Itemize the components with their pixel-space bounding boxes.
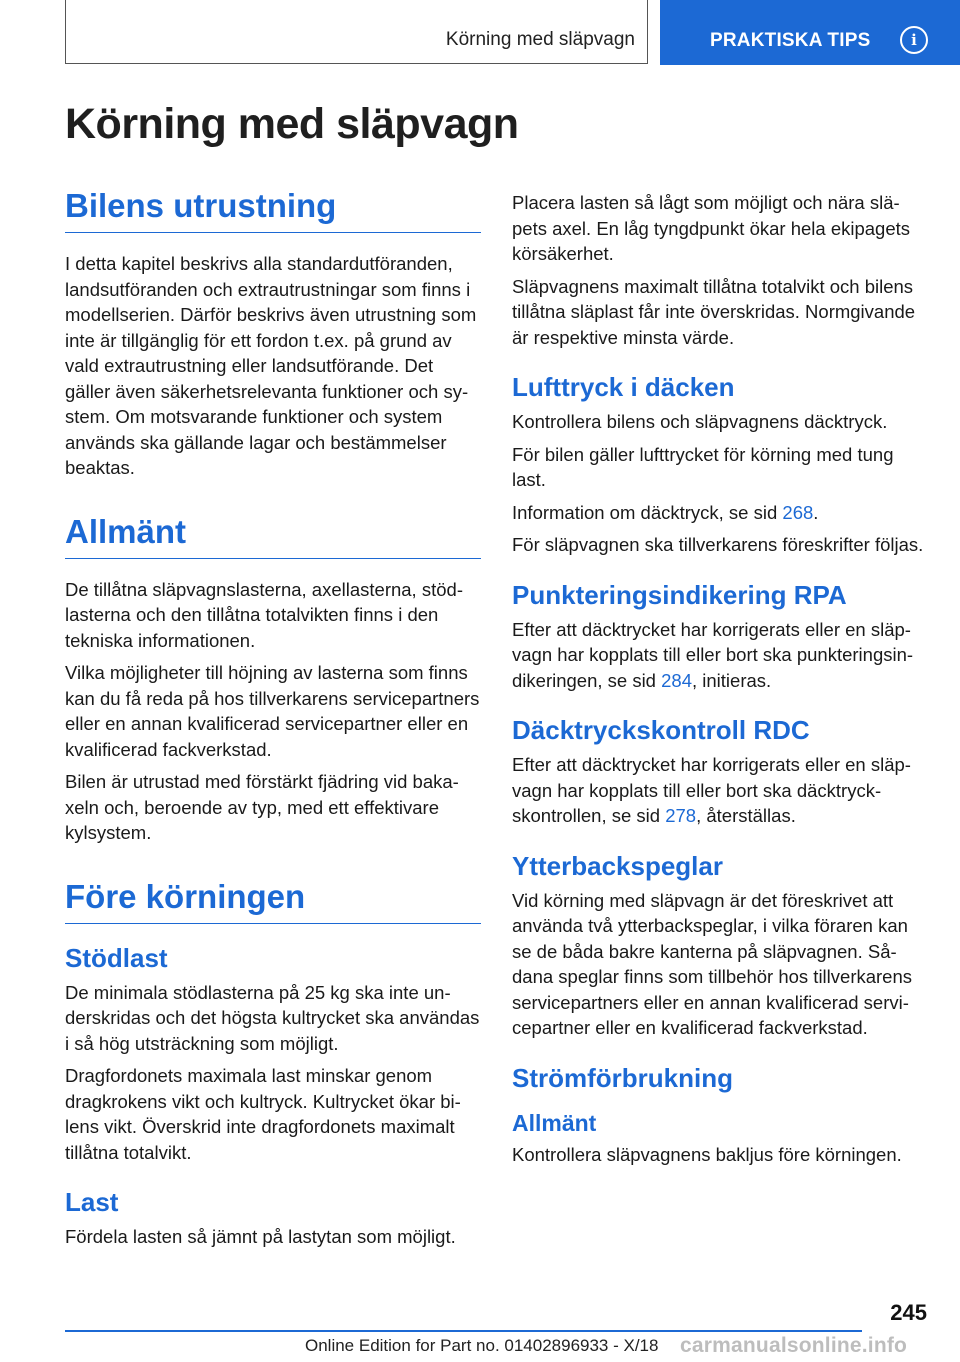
header-section-title: Körning med släpvagn: [445, 29, 635, 50]
heading-load: Last: [65, 1187, 119, 1217]
heading-before-driving: Före körningen: [65, 877, 481, 924]
right-column: [512, 190, 928, 1174]
rdc-text-end: , återställas.: [696, 805, 796, 826]
heading-power-general: Allmänt: [512, 1109, 597, 1136]
left-column: [65, 186, 481, 1257]
paragraph-equipment: I detta kapitel beskrivs alla standardutföranden, landsutföranden och extrautrustningar som finns i modellserien. Därför beskrivs även utrustning som inte är tillgänglig för ett fordon t.ex. på grund av vald extrautrustning eller landsutförande. Det gäller även säkerhetsrelevanta funktioner och system. Om motsvarande funktioner och system används ska gällande lagar och bestämmelser beaktas.: [65, 253, 477, 478]
paragraph-support-2: Dragfordonets maximala last minskar genom dragkrokens vikt och kultryck. Kultrycket ökar bilens vikt. Överskrid inte dragfordonets maximalt tillåtna totalvikt.: [65, 1065, 461, 1163]
footer-edition: Online Edition for Part no. 01402896933 - X/18: [305, 1336, 659, 1355]
paragraph-load-2: Släpvagnens maximalt tillåtna totalvikt och bilens tillåtna släplast får inte överskridas. Normgivande är respektive minsta värde.: [512, 275, 916, 348]
heading-power: Strömförbrukning: [512, 1062, 733, 1093]
rpa-text-end: , initieras.: [692, 669, 772, 691]
page-number: 245: [890, 1300, 927, 1325]
paragraph-support-1: De minimala stödlasterna på 25 kg ska inte underskridas och det högsta kultrycket ska användas i så hög utsträckning som möjligt.: [65, 981, 480, 1054]
paragraph-load: Fördela lasten så jämnt på lastytan som möjligt.: [65, 1226, 456, 1247]
page-title: Körning med släpvagn: [65, 100, 519, 148]
page-link-284[interactable]: 284: [661, 669, 692, 691]
header-frame: [65, 0, 648, 64]
heading-support-load: Stödlast: [65, 942, 168, 973]
page-link-268[interactable]: 268: [782, 501, 814, 523]
paragraph-rdc: [512, 752, 928, 829]
header-tab-label: PRAKTISKA TIPS: [710, 30, 871, 51]
info-icon[interactable]: i: [900, 26, 928, 54]
watermark: carmanualsonline.info: [680, 1334, 908, 1357]
paragraph-general-2: Vilka möjligheter till höjning av lasterna som finns kan du få reda på hos tillverkarens servicepartners eller en annan kvalificerad servicepartner eller en kvalificerad fackverkstad.: [65, 662, 480, 760]
footer-divider: [65, 1330, 862, 1332]
paragraph-tyre-3: [512, 500, 928, 526]
heading-general: Allmänt: [65, 512, 481, 559]
header-tab-practical-tips[interactable]: [660, 0, 960, 65]
page-link-278[interactable]: 278: [665, 805, 697, 826]
heading-equipment: Bilens utrustning: [65, 186, 481, 233]
paragraph-tyre-2: För bilen gäller lufttrycket för körning med tung last.: [512, 443, 894, 490]
heading-rdc: Däcktryckskontroll RDC: [512, 715, 810, 745]
paragraph-tyre-1: Kontrollera bilens och släpvagnens däcktryck.: [512, 411, 888, 432]
paragraph-tyre-4: För släpvagnen ska tillverkarens föreskrifter följas.: [512, 534, 924, 555]
rpa-text: Efter att däcktrycket har korrigerats eller en släpvagn har kopplats till eller bort ska punkteringsindikeringen, se sid: [512, 618, 914, 691]
heading-rpa: Punkteringsindikering RPA: [512, 579, 847, 610]
paragraph-rpa: [512, 617, 928, 694]
paragraph-power: Kontrollera släpvagnens bakljus före körningen.: [512, 1143, 902, 1165]
rdc-text: Efter att däcktrycket har korrigerats eller en släpvagn har kopplats till eller bort ska däcktryckskontrollen, se sid: [512, 754, 911, 826]
tyre-ref-end: .: [813, 501, 819, 523]
paragraph-mirrors: Vid körning med släpvagn är det föreskrivet att använda två ytterbackspeglar, i vilka föraren kan se de båda bakre kanterna på släpvagnen. Sådana speglar finns som tillbehör hos tillverkarens servicepartners eller en annan kvalificerad servicepartner eller en kvalificerad fackverkstad.: [512, 889, 913, 1038]
tyre-ref-text: Information om däcktryck, se sid: [512, 501, 783, 523]
heading-mirrors: Ytterbackspeglar: [512, 850, 723, 881]
paragraph-general-1: De tillåtna släpvagnslasterna, axellasterna, stödlasterna och den tillåtna totalvikten finns i den tekniska informationen.: [65, 578, 463, 651]
heading-tyre-pressure: Lufttryck i däcken: [512, 372, 735, 402]
paragraph-general-3: Bilen är utrustad med förstärkt fjädring vid bakaxeln och, beroende av typ, med ett effektivare kylsystem.: [65, 771, 459, 843]
paragraph-load-1: Placera lasten så lågt som möjligt och nära släpets axel. En låg tyngdpunkt ökar hela ekipagets körsäkerhet.: [512, 192, 911, 264]
